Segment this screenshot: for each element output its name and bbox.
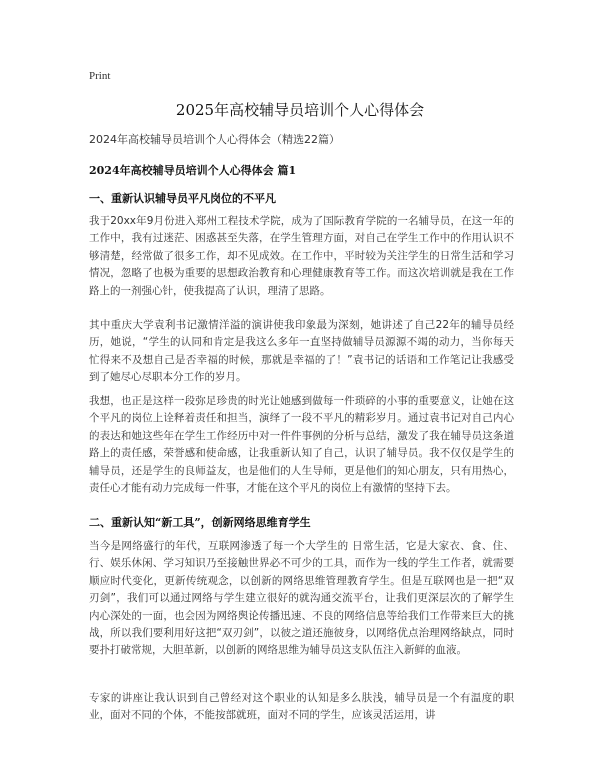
paragraph-2: 其中重庆大学袁利书记激情洋溢的演讲使我印象最为深刻，她讲述了自己22年的辅导员经历，她说，“学生的认同和肯定是我这么多年一直坚持做辅导员源源不竭的动力，当你每天忙得来不及想自己是否幸福的时候，那就是幸福的了！”袁书记的话语和工作笔记让我感受到了她尽心尽职本分工作的岁月。 (89, 319, 514, 384)
section2-heading: 二、重新认知“新工具”，创新网络思维育学生 (89, 516, 311, 529)
page-title: 2025年高校辅导员培训个人心得体会 (175, 101, 425, 119)
article-heading: 2024年高校辅导员培训个人心得体会 篇1 (89, 164, 297, 177)
paragraph-1: 我于20xx年9月份进入郑州工程技术学院，成为了国际教育学院的一名辅导员，在这一年的工作中，我有过迷茫、困惑甚至失落，在学生管理方面，对自己在学生工作中的作用认识不够清楚，经常做了很多工作，却不见成效。在工作中，平时较为关注学生的日常生活和学习情况，忽略了也极为重要的思想政治教育和心理健康教育等工作。而这次培训就是我在工作路上的一剂强心针，使我提高了认识，理清了思路。 (89, 215, 514, 297)
paragraph-3: 我想，也正是这样一段弥足珍贵的时光让她感到做每一件琐碎的小事的重要意义，让她在这个平凡的岗位上诠释着责任和担当，演绎了一段不平凡的精彩岁月。通过袁书记对自己内心的表达和她这些年在学生工作经历中对一件件事例的分析与总结，激发了我在辅导员这条道路上的责任感，荣誉感和使命感，让我重新认知了自己，认识了辅导员。我不仅仅是学生的辅导员，还是学生的良师益友，也是他们的人生导师，更是他们的知心朋友，只有用热心，责任心才能有动力完成每一件事，才能在这个平凡的岗位上有激情的坚持下去。 (89, 395, 514, 495)
print-link[interactable]: Print (89, 70, 111, 82)
document-subtitle: 2024年高校辅导员培训个人心得体会（精选22篇） (89, 133, 340, 146)
paragraph-5: 专家的讲座让我认识到自己曾经对这个职业的认知是多么肤浅，辅导员是一个有温度的职业，面对不同的个体，不能按部就班，面对不同的学生，应该灵活运用，讲 (89, 692, 514, 722)
section1-heading: 一、重新认识辅导员平凡岗位的不平凡 (89, 192, 276, 205)
paragraph-4: 当今是网络盛行的年代，互联网渗透了每一个大学生的 日常生活，它是大家衣、食、住、行、娱乐休闲、学习知识乃至接触世界必不可少的工具，而作为一线的学生工作者，就需要顺应时代变化，更新传统观念，以创新的网络思维管理教育学生。但是互联网也是一把“双刃剑”，我们可以通过网络与学生建立很好的就沟通交流平台，让我们更深层次的了解学生内心深处的一面，也会因为网络舆论传播迅速、不良的网络信息等给我们工作带来巨大的挑战，所以我们要利用好这把“双刃剑”，以彼之道还施彼身，以网络优点治理网络缺点，同时要扑打破常规，大胆革新，以创新的网络思维为辅导员这支队伍注入新鲜的血液。 (89, 540, 514, 657)
